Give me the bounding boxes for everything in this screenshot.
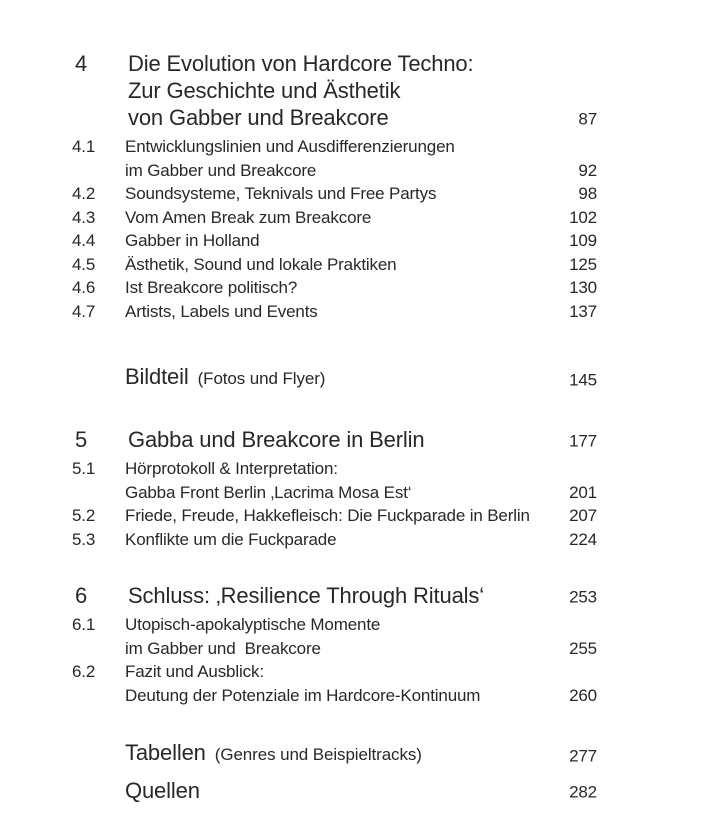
entry-title — [125, 457, 549, 504]
toc-entry — [72, 504, 597, 528]
entry-title — [125, 300, 549, 324]
entry-title-line — [125, 363, 549, 392]
toc-entry — [72, 229, 597, 253]
entry-page: 253 — [569, 587, 597, 607]
entry-title-line: Deutung der Potenziale im Hardcore-Kontinuum — [125, 685, 481, 705]
entry-number: 5.1 — [72, 459, 96, 478]
entry-page: 92 — [578, 160, 597, 180]
entry-title-line: Gabba und Breakcore in Berlin — [128, 427, 425, 452]
entry-title — [125, 777, 549, 804]
entry-page: 207 — [569, 506, 597, 525]
entry-number: 4.1 — [72, 137, 96, 156]
toc-entry — [72, 363, 597, 392]
entry-page: 130 — [569, 278, 597, 297]
entry-title — [125, 504, 549, 528]
entry-title — [125, 135, 549, 182]
toc-entry — [72, 582, 597, 609]
entry-title — [125, 182, 549, 206]
entry-number: 5.3 — [72, 529, 96, 549]
entry-title — [125, 613, 549, 660]
entry-title-line: Schluss: ‚Resilience Through Rituals‘ — [128, 583, 484, 608]
entry-title-line: Artists, Labels und Events — [125, 301, 318, 321]
entry-title — [125, 229, 549, 253]
entry-title-text: Bildteil — [125, 364, 189, 389]
toc-entry — [72, 182, 597, 206]
entry-annotation: (Genres und Beispieltracks) — [214, 745, 422, 764]
entry-title — [128, 50, 549, 131]
entry-title-line: im Gabber und Breakcore — [125, 160, 317, 180]
entry-title — [128, 582, 549, 609]
entry-page: 102 — [569, 207, 597, 227]
toc-entry — [72, 426, 597, 453]
entry-number: 4.5 — [72, 254, 96, 274]
entry-title-line: Konflikte um die Fuckparade — [125, 529, 337, 549]
entry-title — [128, 426, 549, 453]
entry-page: 201 — [569, 482, 597, 502]
entry-page: 224 — [569, 529, 597, 549]
entry-number: 6 — [75, 583, 88, 608]
entry-title-line: Friede, Freude, Hakkefleisch: Die Fuckparade in Berlin — [125, 506, 530, 525]
entry-title — [125, 739, 549, 768]
entry-number — [72, 739, 125, 768]
entry-title-line: Soundsysteme, Teknivals und Free Partys — [125, 184, 437, 203]
entry-title-line: Gabba Front Berlin ‚Lacrima Mosa Est‘ — [125, 482, 412, 502]
entry-title-line: Entwicklungslinien und Ausdifferenzierungen — [125, 137, 455, 156]
toc-entry — [72, 276, 597, 300]
entry-title-line: Gabber in Holland — [125, 231, 260, 250]
entry-title-line: Fazit und Ausblick: — [125, 662, 264, 681]
entry-number — [72, 363, 125, 392]
toc-entry — [72, 777, 597, 804]
entry-page: 255 — [569, 638, 597, 658]
entry-title-text: Tabellen — [125, 740, 206, 765]
toc-entry — [72, 457, 597, 504]
entry-title-line: von Gabber und Breakcore — [128, 105, 389, 130]
entry-page: 177 — [569, 431, 597, 451]
entry-title-line: Utopisch-apokalyptische Momente — [125, 615, 381, 634]
entry-title — [125, 363, 549, 392]
entry-title-line: Die Evolution von Hardcore Techno: — [128, 51, 474, 76]
entry-page: 277 — [569, 746, 597, 766]
entry-number: 6.1 — [72, 615, 96, 634]
entry-number: 6.2 — [72, 662, 96, 681]
toc-entry — [72, 50, 597, 131]
entry-number — [72, 777, 125, 804]
toc-entry — [72, 739, 597, 768]
entry-page: 145 — [569, 370, 597, 390]
entry-number: 4.4 — [72, 231, 96, 250]
entry-title-line: Hörprotokoll & Interpretation: — [125, 459, 338, 478]
entry-title-line: im Gabber und Breakcore — [125, 638, 321, 658]
entry-title-line: Zur Geschichte und Ästhetik — [128, 78, 401, 103]
entry-number: 5 — [75, 427, 88, 452]
entry-title — [125, 253, 549, 277]
entry-title — [125, 276, 549, 300]
entry-title — [125, 528, 549, 552]
entry-number: 4.2 — [72, 184, 96, 203]
toc-entry — [72, 528, 597, 552]
toc-entry — [72, 206, 597, 230]
entry-title-line: Ästhetik, Sound und lokale Praktiken — [125, 254, 397, 274]
entry-title — [125, 660, 549, 707]
entry-number: 4.7 — [72, 301, 96, 321]
entry-annotation: (Fotos und Flyer) — [197, 369, 326, 388]
entry-number: 4.6 — [72, 278, 96, 297]
toc-entry — [72, 135, 597, 182]
entry-page: 282 — [569, 782, 597, 802]
entry-title-line: Ist Breakcore politisch? — [125, 278, 298, 297]
toc-entry — [72, 300, 597, 324]
entry-number: 5.2 — [72, 506, 96, 525]
entry-title — [125, 206, 549, 230]
entry-number: 4.3 — [72, 207, 96, 227]
entry-title-line — [125, 777, 549, 804]
toc-entry — [72, 253, 597, 277]
entry-title-line: Vom Amen Break zum Breakcore — [125, 207, 372, 227]
entry-number: 4 — [75, 51, 88, 76]
entry-page: 109 — [569, 231, 597, 250]
entry-page: 137 — [569, 301, 597, 321]
toc-entry — [72, 613, 597, 660]
entry-page: 87 — [578, 109, 597, 129]
entry-page: 98 — [578, 184, 597, 203]
toc-entry — [72, 660, 597, 707]
entry-page: 260 — [569, 685, 597, 705]
entry-title-line — [125, 739, 549, 768]
entry-title-text: Quellen — [125, 778, 200, 803]
entry-page: 125 — [569, 254, 597, 274]
